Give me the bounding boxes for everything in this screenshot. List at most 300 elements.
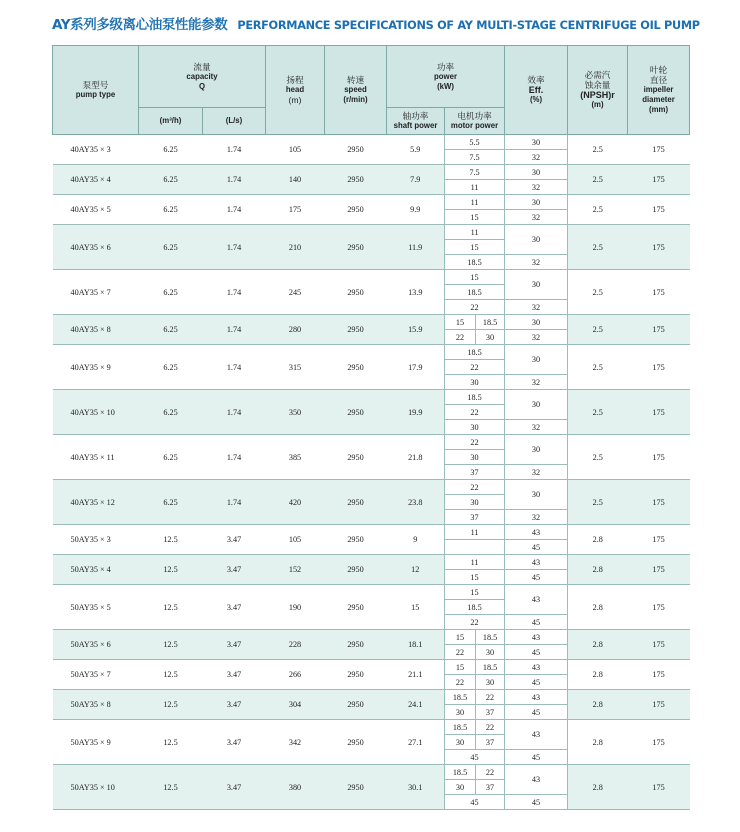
shaft-power-cell: 12: [387, 555, 445, 585]
pump-model-cell: 40AY35 × 8: [53, 315, 139, 345]
head-cell: 190: [266, 585, 325, 630]
efficiency-cell: 43: [505, 555, 568, 570]
head-cell: 266: [266, 660, 325, 690]
head-cell: 280: [266, 315, 325, 345]
speed-cell: 2950: [325, 480, 387, 525]
capacity-m3h-cell: 12.5: [139, 525, 203, 555]
shaft-power-cell: 9: [387, 525, 445, 555]
efficiency-cell: 32: [505, 150, 568, 165]
header-speed: [325, 46, 387, 135]
shaft-power-cell: 13.9: [387, 270, 445, 315]
table-row: [53, 195, 690, 210]
motor-power-cell: 18.5: [445, 285, 505, 300]
speed-cell: 2950: [325, 270, 387, 315]
efficiency-cell: 32: [505, 210, 568, 225]
head-cell: 420: [266, 480, 325, 525]
efficiency-cell: 30: [505, 165, 568, 180]
capacity-m3h-cell: 12.5: [139, 765, 203, 810]
table-row: [53, 525, 690, 540]
table-row: [53, 690, 690, 705]
capacity-m3h-cell: 6.25: [139, 135, 203, 165]
motor-power-cell: 18.5: [445, 255, 505, 270]
motor-power-cell: 18.5: [476, 630, 505, 645]
header-unit-m3h: (m³/h): [139, 108, 203, 135]
capacity-ls-cell: 3.47: [203, 765, 266, 810]
motor-power-cell: 37: [476, 780, 505, 795]
efficiency-cell: 32: [505, 180, 568, 195]
motor-power-cell: 30: [445, 450, 505, 465]
shaft-power-cell: 7.9: [387, 165, 445, 195]
table-row: [53, 270, 690, 285]
header-power-cn: 功率: [436, 61, 455, 72]
capacity-ls-cell: 3.47: [203, 525, 266, 555]
header-imp-en2: diameter: [642, 95, 675, 104]
table-row: [53, 555, 690, 570]
motor-power-cell: 11: [445, 555, 505, 570]
capacity-m3h-cell: 6.25: [139, 225, 203, 270]
capacity-ls-cell: 3.47: [203, 690, 266, 720]
motor-power-cell: 22: [476, 765, 505, 780]
title-english: PERFORMANCE SPECIFICATIONS OF AY MULTI-STAGE CENTRIFUGE OIL PUMP: [237, 19, 700, 32]
impeller-diameter-cell: 175: [628, 435, 690, 480]
shaft-power-cell: 24.1: [387, 690, 445, 720]
capacity-ls-cell: 1.74: [203, 435, 266, 480]
head-cell: 175: [266, 195, 325, 225]
efficiency-cell: 43: [505, 585, 568, 615]
speed-cell: 2950: [325, 720, 387, 765]
header-motor-cn: 电机功率: [457, 111, 492, 121]
pump-model-cell: 40AY35 × 12: [53, 480, 139, 525]
header-imp-unit: (mm): [648, 105, 669, 114]
motor-power-cell: 37: [476, 735, 505, 750]
capacity-m3h-cell: 12.5: [139, 690, 203, 720]
capacity-ls-cell: 1.74: [203, 165, 266, 195]
motor-power-cell: 15: [445, 585, 505, 600]
header-impeller: [628, 46, 690, 135]
header-shaft-en: shaft power: [393, 121, 438, 130]
header-npsh-cn1: 必需汽: [584, 70, 611, 80]
capacity-m3h-cell: 6.25: [139, 315, 203, 345]
impeller-diameter-cell: 175: [628, 765, 690, 810]
shaft-power-cell: 5.9: [387, 135, 445, 165]
efficiency-cell: 32: [505, 510, 568, 525]
motor-power-cell: 45: [445, 795, 505, 810]
npsh-cell: 2.8: [568, 690, 628, 720]
efficiency-cell: 45: [505, 540, 568, 555]
head-cell: 210: [266, 225, 325, 270]
shaft-power-cell: 17.9: [387, 345, 445, 390]
impeller-diameter-cell: 175: [628, 660, 690, 690]
motor-power-cell: 18.5: [476, 315, 505, 330]
capacity-ls-cell: 1.74: [203, 225, 266, 270]
motor-power-cell: 30: [445, 375, 505, 390]
header-head-cn: 扬程: [286, 75, 304, 85]
speed-cell: 2950: [325, 345, 387, 390]
npsh-cell: 2.5: [568, 135, 628, 165]
speed-cell: 2950: [325, 690, 387, 720]
efficiency-cell: 45: [505, 675, 568, 690]
header-unit-ls: (L/s): [203, 108, 266, 135]
head-cell: 315: [266, 345, 325, 390]
efficiency-cell: 30: [505, 270, 568, 300]
table-row: [53, 765, 690, 780]
impeller-diameter-cell: 175: [628, 225, 690, 270]
impeller-diameter-cell: 175: [628, 690, 690, 720]
head-cell: 245: [266, 270, 325, 315]
efficiency-cell: 30: [505, 225, 568, 255]
capacity-m3h-cell: 12.5: [139, 585, 203, 630]
shaft-power-cell: 27.1: [387, 720, 445, 765]
motor-power-cell: 22: [445, 675, 476, 690]
npsh-cell: 2.8: [568, 525, 628, 555]
npsh-cell: 2.5: [568, 195, 628, 225]
impeller-diameter-cell: 175: [628, 165, 690, 195]
npsh-cell: 2.5: [568, 345, 628, 390]
header-capacity: [139, 46, 266, 108]
motor-power-cell: 30: [476, 645, 505, 660]
header-motor-power: [445, 108, 505, 135]
table-row: [53, 435, 690, 450]
efficiency-cell: 32: [505, 420, 568, 435]
npsh-cell: 2.8: [568, 630, 628, 660]
capacity-ls-cell: 1.74: [203, 135, 266, 165]
motor-power-cell: 22: [445, 480, 505, 495]
table-row: [53, 225, 690, 240]
capacity-ls-cell: 1.74: [203, 315, 266, 345]
table-row: [53, 390, 690, 405]
pump-model-cell: 40AY35 × 3: [53, 135, 139, 165]
head-cell: 228: [266, 630, 325, 660]
head-cell: 105: [266, 525, 325, 555]
efficiency-cell: 30: [505, 435, 568, 465]
header-eff-en: Eff.: [528, 85, 544, 95]
head-cell: 350: [266, 390, 325, 435]
capacity-m3h-cell: 12.5: [139, 720, 203, 765]
speed-cell: 2950: [325, 435, 387, 480]
pump-model-cell: 40AY35 × 6: [53, 225, 139, 270]
efficiency-cell: 32: [505, 330, 568, 345]
npsh-cell: 2.5: [568, 270, 628, 315]
efficiency-cell: 32: [505, 465, 568, 480]
impeller-diameter-cell: 175: [628, 555, 690, 585]
efficiency-cell: 30: [505, 480, 568, 510]
head-cell: 152: [266, 555, 325, 585]
speed-cell: 2950: [325, 525, 387, 555]
table-row: [53, 345, 690, 360]
pump-model-cell: 50AY35 × 10: [53, 765, 139, 810]
header-power-en: power: [434, 71, 457, 81]
header-pump-type-cn: 泵型号: [82, 80, 109, 90]
impeller-diameter-cell: 175: [628, 390, 690, 435]
motor-power-cell: 30: [445, 495, 505, 510]
motor-power-cell: 11: [445, 225, 505, 240]
shaft-power-cell: 15: [387, 585, 445, 630]
motor-power-cell: 15: [445, 315, 476, 330]
motor-power-cell: 11: [445, 180, 505, 195]
pump-model-cell: 50AY35 × 9: [53, 720, 139, 765]
efficiency-cell: 32: [505, 255, 568, 270]
header-speed-en: speed: [344, 85, 367, 94]
table-body: [53, 135, 690, 810]
impeller-diameter-cell: 175: [628, 270, 690, 315]
motor-power-cell: 18.5: [445, 720, 476, 735]
motor-power-cell: 30: [476, 330, 505, 345]
motor-power-cell: 22: [445, 615, 505, 630]
motor-power-cell: 15: [445, 630, 476, 645]
motor-power-cell: 45: [445, 750, 505, 765]
speed-cell: 2950: [325, 630, 387, 660]
capacity-m3h-cell: 6.25: [139, 480, 203, 525]
table-row: [53, 165, 690, 180]
motor-power-cell: 18.5: [445, 600, 505, 615]
header-imp-cn1: 叶轮: [649, 65, 668, 75]
capacity-ls-cell: 3.47: [203, 720, 266, 765]
shaft-power-cell: 9.9: [387, 195, 445, 225]
impeller-diameter-cell: 175: [628, 195, 690, 225]
header-speed-cn: 转速: [346, 75, 365, 85]
header-speed-unit: (r/min): [343, 95, 368, 104]
efficiency-cell: 45: [505, 615, 568, 630]
capacity-ls-cell: 1.74: [203, 480, 266, 525]
performance-spec-table: [52, 45, 690, 810]
motor-power-cell: 18.5: [476, 660, 505, 675]
capacity-m3h-cell: 6.25: [139, 390, 203, 435]
efficiency-cell: 45: [505, 795, 568, 810]
motor-power-cell: 22: [445, 330, 476, 345]
motor-power-cell: 15: [445, 570, 505, 585]
speed-cell: 2950: [325, 225, 387, 270]
pump-model-cell: 40AY35 × 10: [53, 390, 139, 435]
motor-power-cell: 15: [445, 270, 505, 285]
table-row: [53, 315, 690, 330]
motor-power-cell: 30: [445, 735, 476, 750]
header-power-unit: (kW): [437, 81, 454, 91]
table-row: [53, 480, 690, 495]
efficiency-cell: 45: [505, 645, 568, 660]
speed-cell: 2950: [325, 195, 387, 225]
header-imp-cn2: 直径: [649, 75, 668, 85]
impeller-diameter-cell: 175: [628, 720, 690, 765]
capacity-m3h-cell: 6.25: [139, 165, 203, 195]
efficiency-cell: 43: [505, 720, 568, 750]
pump-model-cell: 50AY35 × 5: [53, 585, 139, 630]
pump-model-cell: 50AY35 × 6: [53, 630, 139, 660]
head-cell: 385: [266, 435, 325, 480]
motor-power-cell: [445, 540, 505, 555]
motor-power-cell: 7.5: [445, 150, 505, 165]
shaft-power-cell: 11.9: [387, 225, 445, 270]
motor-power-cell: 5.5: [445, 135, 505, 150]
capacity-m3h-cell: 6.25: [139, 195, 203, 225]
motor-power-cell: 22: [445, 435, 505, 450]
pump-model-cell: 40AY35 × 4: [53, 165, 139, 195]
page-title: [52, 12, 700, 36]
header-npsh-unit: (m): [591, 100, 604, 109]
header-npsh-cn2: 蚀余量: [584, 80, 611, 90]
efficiency-cell: 43: [505, 765, 568, 795]
efficiency-cell: 43: [505, 690, 568, 705]
header-capacity-symbol: Q: [198, 81, 206, 91]
npsh-cell: 2.8: [568, 720, 628, 765]
table-row: [53, 585, 690, 600]
header-efficiency: [505, 46, 568, 135]
head-cell: 140: [266, 165, 325, 195]
motor-power-cell: 15: [445, 660, 476, 675]
efficiency-cell: 45: [505, 750, 568, 765]
motor-power-cell: 22: [445, 645, 476, 660]
pump-model-cell: 50AY35 × 7: [53, 660, 139, 690]
motor-power-cell: 37: [445, 510, 505, 525]
motor-power-cell: 11: [445, 195, 505, 210]
pump-model-cell: 50AY35 × 8: [53, 690, 139, 720]
pump-model-cell: 50AY35 × 3: [53, 525, 139, 555]
pump-model-cell: 40AY35 × 7: [53, 270, 139, 315]
efficiency-cell: 30: [505, 195, 568, 210]
efficiency-cell: 45: [505, 705, 568, 720]
table-row: [53, 630, 690, 645]
impeller-diameter-cell: 175: [628, 345, 690, 390]
motor-power-cell: 22: [476, 690, 505, 705]
capacity-m3h-cell: 6.25: [139, 270, 203, 315]
shaft-power-cell: 21.1: [387, 660, 445, 690]
header-pump-type-en: pump type: [75, 90, 116, 99]
pump-model-cell: 40AY35 × 9: [53, 345, 139, 390]
title-chinese: AY系列多级离心油泵性能参数: [52, 17, 228, 33]
efficiency-cell: 32: [505, 300, 568, 315]
speed-cell: 2950: [325, 135, 387, 165]
motor-power-cell: 18.5: [445, 390, 505, 405]
speed-cell: 2950: [325, 315, 387, 345]
motor-power-cell: 30: [445, 420, 505, 435]
efficiency-cell: 43: [505, 630, 568, 645]
shaft-power-cell: 19.9: [387, 390, 445, 435]
motor-power-cell: 18.5: [445, 765, 476, 780]
header-head-unit: (m): [288, 95, 302, 105]
efficiency-cell: 30: [505, 345, 568, 375]
efficiency-cell: 30: [505, 390, 568, 420]
motor-power-cell: 30: [445, 705, 476, 720]
capacity-ls-cell: 3.47: [203, 555, 266, 585]
capacity-ls-cell: 3.47: [203, 630, 266, 660]
motor-power-cell: 37: [476, 705, 505, 720]
capacity-m3h-cell: 12.5: [139, 660, 203, 690]
speed-cell: 2950: [325, 660, 387, 690]
header-capacity-cn: 流量: [193, 61, 211, 72]
npsh-cell: 2.5: [568, 390, 628, 435]
capacity-m3h-cell: 6.25: [139, 345, 203, 390]
impeller-diameter-cell: 175: [628, 585, 690, 630]
pump-model-cell: 50AY35 × 4: [53, 555, 139, 585]
head-cell: 380: [266, 765, 325, 810]
header-npsh-en: (NPSH)r: [580, 90, 615, 100]
shaft-power-cell: 15.9: [387, 315, 445, 345]
npsh-cell: 2.8: [568, 765, 628, 810]
efficiency-cell: 30: [505, 135, 568, 150]
header-shaft-power: [387, 108, 445, 135]
capacity-m3h-cell: 12.5: [139, 630, 203, 660]
table-row: [53, 660, 690, 675]
motor-power-cell: 18.5: [445, 345, 505, 360]
capacity-m3h-cell: 12.5: [139, 555, 203, 585]
npsh-cell: 2.8: [568, 660, 628, 690]
header-motor-en: motor power: [450, 121, 499, 130]
motor-power-cell: 18.5: [445, 690, 476, 705]
speed-cell: 2950: [325, 555, 387, 585]
pump-model-cell: 40AY35 × 5: [53, 195, 139, 225]
capacity-ls-cell: 1.74: [203, 195, 266, 225]
motor-power-cell: 15: [445, 210, 505, 225]
motor-power-cell: 15: [445, 240, 505, 255]
header-npsh: [568, 46, 628, 135]
efficiency-cell: 43: [505, 660, 568, 675]
capacity-m3h-cell: 6.25: [139, 435, 203, 480]
table-header: [53, 46, 690, 135]
motor-power-cell: 30: [445, 780, 476, 795]
impeller-diameter-cell: 175: [628, 525, 690, 555]
capacity-ls-cell: 3.47: [203, 585, 266, 630]
motor-power-cell: 22: [476, 720, 505, 735]
npsh-cell: 2.5: [568, 435, 628, 480]
header-shaft-cn: 轴功率: [402, 111, 429, 121]
speed-cell: 2950: [325, 390, 387, 435]
shaft-power-cell: 21.8: [387, 435, 445, 480]
head-cell: 342: [266, 720, 325, 765]
speed-cell: 2950: [325, 585, 387, 630]
efficiency-cell: 30: [505, 315, 568, 330]
motor-power-cell: 30: [476, 675, 505, 690]
npsh-cell: 2.8: [568, 585, 628, 630]
capacity-ls-cell: 1.74: [203, 345, 266, 390]
npsh-cell: 2.5: [568, 225, 628, 270]
npsh-cell: 2.5: [568, 480, 628, 525]
npsh-cell: 2.8: [568, 555, 628, 585]
motor-power-cell: 22: [445, 300, 505, 315]
impeller-diameter-cell: 175: [628, 315, 690, 345]
header-head: [266, 46, 325, 135]
motor-power-cell: 37: [445, 465, 505, 480]
impeller-diameter-cell: 175: [628, 135, 690, 165]
capacity-ls-cell: 3.47: [203, 660, 266, 690]
header-power: [387, 46, 505, 108]
motor-power-cell: 11: [445, 525, 505, 540]
pump-model-cell: 40AY35 × 11: [53, 435, 139, 480]
efficiency-cell: 32: [505, 375, 568, 390]
header-capacity-en: capacity: [186, 71, 218, 81]
efficiency-cell: 43: [505, 525, 568, 540]
speed-cell: 2950: [325, 165, 387, 195]
motor-power-cell: 22: [445, 360, 505, 375]
table-row: [53, 135, 690, 150]
capacity-ls-cell: 1.74: [203, 270, 266, 315]
header-head-en: head: [285, 85, 305, 94]
shaft-power-cell: 30.1: [387, 765, 445, 810]
header-pump-type: [53, 46, 139, 135]
header-eff-cn: 效率: [527, 75, 545, 85]
npsh-cell: 2.5: [568, 315, 628, 345]
motor-power-cell: 7.5: [445, 165, 505, 180]
header-eff-unit: (%): [529, 95, 543, 104]
shaft-power-cell: 23.8: [387, 480, 445, 525]
shaft-power-cell: 18.1: [387, 630, 445, 660]
impeller-diameter-cell: 175: [628, 480, 690, 525]
header-imp-en1: impeller: [643, 85, 674, 94]
efficiency-cell: 45: [505, 570, 568, 585]
motor-power-cell: 22: [445, 405, 505, 420]
speed-cell: 2950: [325, 765, 387, 810]
impeller-diameter-cell: 175: [628, 630, 690, 660]
npsh-cell: 2.5: [568, 165, 628, 195]
head-cell: 105: [266, 135, 325, 165]
